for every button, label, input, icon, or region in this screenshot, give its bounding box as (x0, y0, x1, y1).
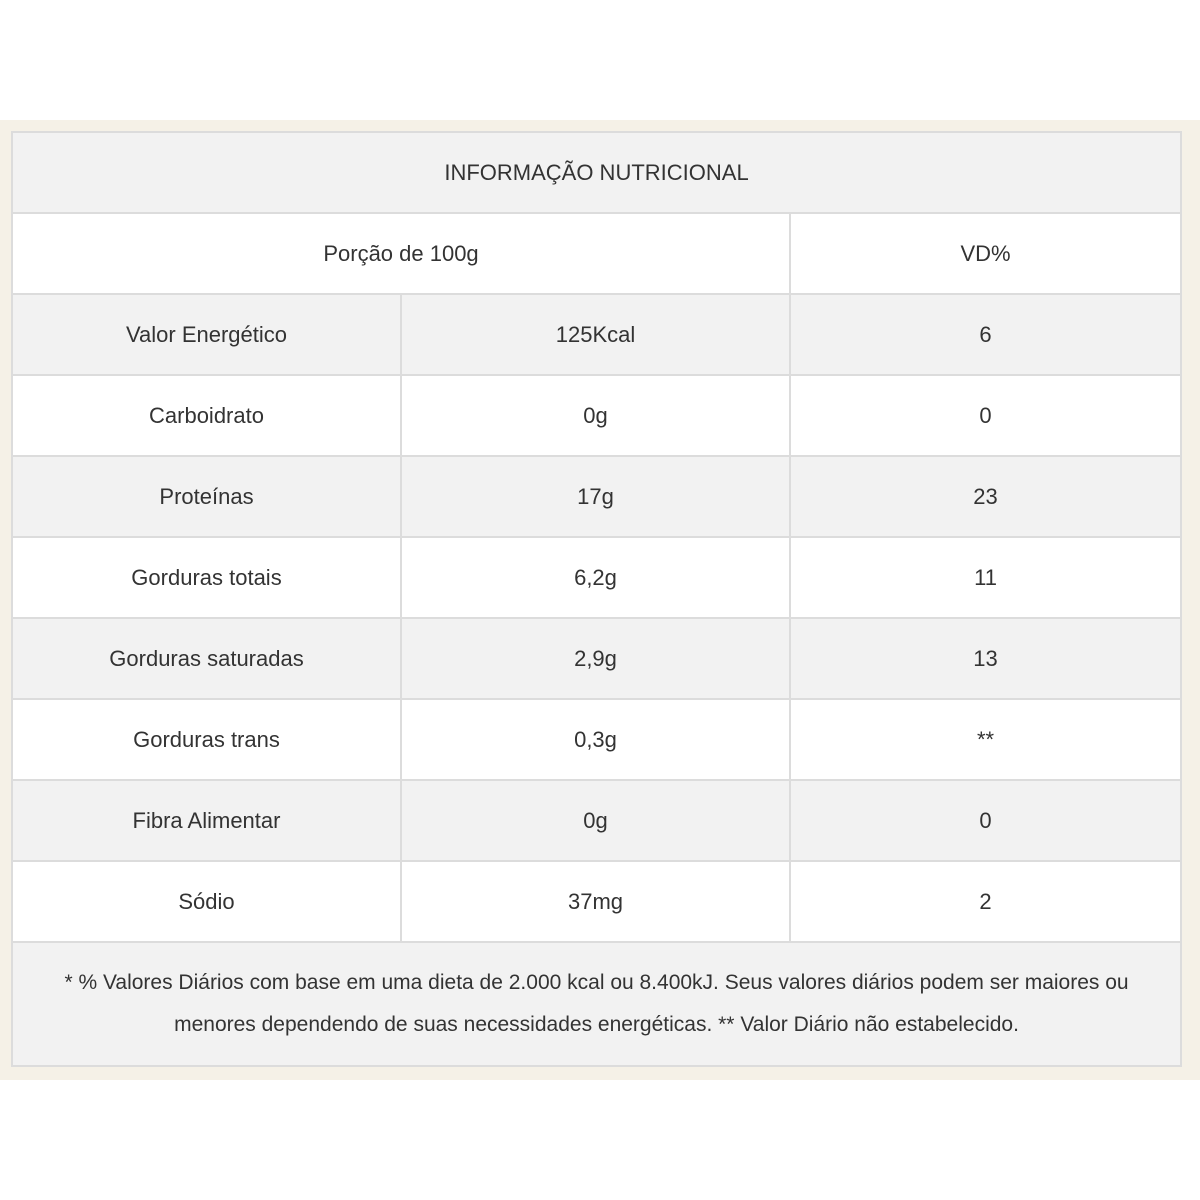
table-row (12, 375, 1181, 456)
nutrient-amount: 6,2g (401, 537, 790, 618)
nutrient-amount: 2,9g (401, 618, 790, 699)
table-header-row (12, 213, 1181, 294)
table-row (12, 537, 1181, 618)
nutrient-vd: 2 (790, 861, 1181, 942)
nutrient-name: Carboidrato (12, 375, 401, 456)
nutrient-name: Gorduras trans (12, 699, 401, 780)
nutrient-vd: 23 (790, 456, 1181, 537)
table-row (12, 294, 1181, 375)
footnote-text: * % Valores Diários com base em uma dieta de 2.000 kcal ou 8.400kJ. Seus valores diários podem ser maiores ou menores dependendo de suas necessidades energéticas. ** Valor Diário não estabelecido. (12, 942, 1181, 1066)
table-row (12, 780, 1181, 861)
table-row (12, 456, 1181, 537)
nutrition-facts-table (11, 131, 1182, 1067)
nutrient-vd: 11 (790, 537, 1181, 618)
portion-header: Porção de 100g (12, 213, 790, 294)
table-title: INFORMAÇÃO NUTRICIONAL (12, 132, 1181, 213)
nutrient-name: Sódio (12, 861, 401, 942)
nutrient-amount: 37mg (401, 861, 790, 942)
nutrient-amount: 0,3g (401, 699, 790, 780)
vd-header: VD% (790, 213, 1181, 294)
nutrient-vd: ** (790, 699, 1181, 780)
nutrient-name: Fibra Alimentar (12, 780, 401, 861)
nutrient-vd: 13 (790, 618, 1181, 699)
nutrient-amount: 125Kcal (401, 294, 790, 375)
nutrient-vd: 6 (790, 294, 1181, 375)
nutrient-name: Proteínas (12, 456, 401, 537)
table-title-row (12, 132, 1181, 213)
nutrient-name: Gorduras totais (12, 537, 401, 618)
footnote-row (12, 942, 1181, 1066)
nutrient-amount: 0g (401, 375, 790, 456)
nutrient-vd: 0 (790, 375, 1181, 456)
nutrient-name: Gorduras saturadas (12, 618, 401, 699)
nutrient-amount: 17g (401, 456, 790, 537)
nutrient-vd: 0 (790, 780, 1181, 861)
table-row (12, 861, 1181, 942)
nutrient-amount: 0g (401, 780, 790, 861)
table-row (12, 699, 1181, 780)
table-row (12, 618, 1181, 699)
nutrient-name: Valor Energético (12, 294, 401, 375)
